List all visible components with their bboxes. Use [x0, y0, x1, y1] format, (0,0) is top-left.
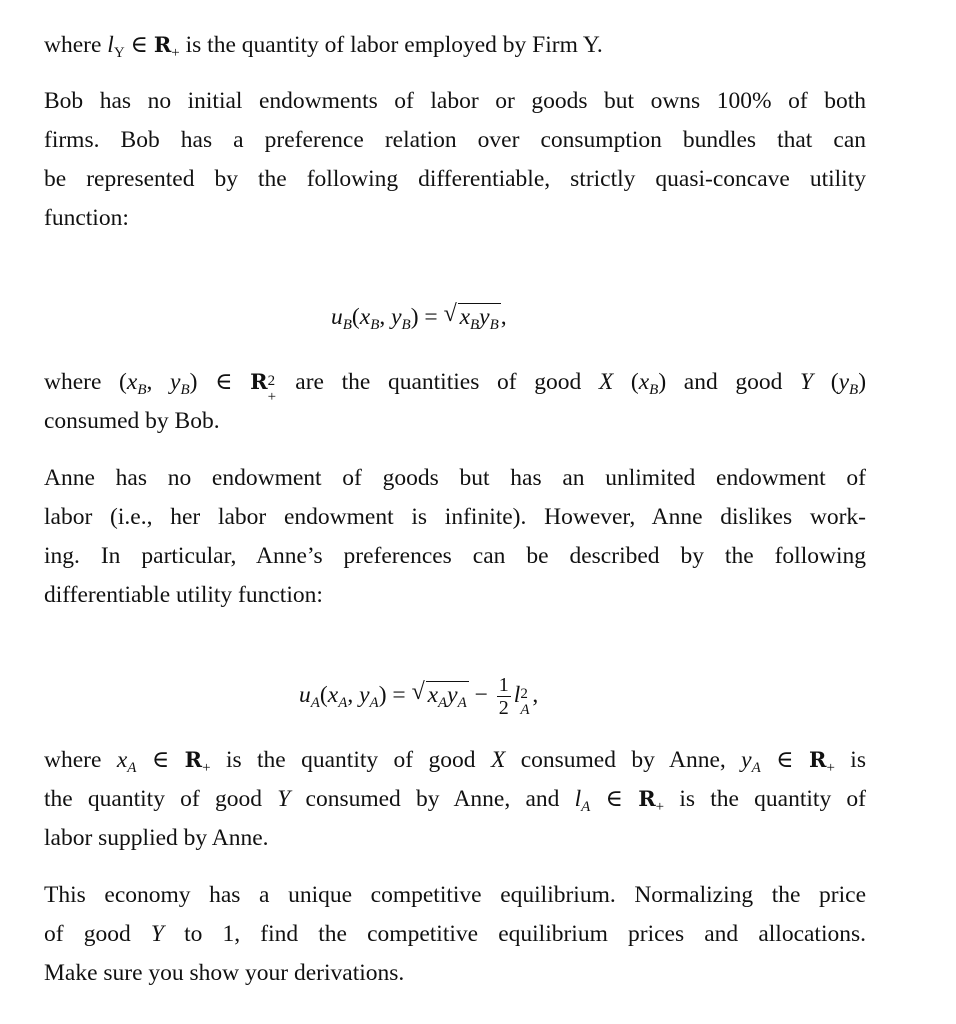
text-line-bob-2: firms. Bob has a preference relation over consumption bundles that can — [44, 127, 866, 153]
text-line-bob-3: be represented by the following differentiable, strictly quasi-concave utility — [44, 166, 866, 192]
text-line-bob-4: function: — [44, 205, 129, 231]
text-line-anne-goods-1: where $x_A$ ∈ $R_+$ is the quantity of good X consumed by Anne, $y_A$ ∈ $R_+$ is — [44, 747, 866, 776]
square-root: √ $x_By_B$ — [443, 301, 499, 333]
text-line-anne-goods-3: labor supplied by Anne. — [44, 825, 269, 851]
equation-anne-utility: $u_A(x_A$, $y_A$) = √ $x_Ay_A$ − $\frac{1}{2}$ l 2 A , — [299, 674, 539, 719]
equation-bob-utility: $u_B(x_B$, $y_B$) = √ $x_By_B$, — [331, 301, 507, 333]
text-line-bob-1: Bob has no initial endowments of labor or goods but owns 100% of both — [44, 88, 866, 114]
text-line-task-1: This economy has a unique competitive equilibrium. Normalizing the price — [44, 882, 866, 908]
text-line-consumed-by-bob: consumed by Bob. — [44, 408, 220, 434]
text-line-firm-y-labor: where $l_Y$ ∈ $R_+$ is the quantity of labor employed by Firm Y. — [44, 32, 603, 61]
text-line-task-2: of good Y to 1, find the competitive equilibrium prices and allocations. — [44, 921, 867, 947]
text-line-anne-2: labor (i.e., her labor endowment is infinite). However, Anne dislikes work- — [44, 504, 866, 530]
text-line-anne-4: differentiable utility function: — [44, 582, 323, 608]
square-root: √ $x_Ay_A$ — [411, 678, 467, 711]
text-line-anne-goods-2: the quantity of good Y consumed by Anne, and $l_A$ ∈ $R_+$ is the quantity of — [44, 786, 866, 815]
text-line-anne-3: ing. In particular, Anne’s preferences can be described by the following — [44, 543, 866, 569]
text-line-task-3: Make sure you show your derivations. — [44, 960, 405, 986]
text-line-bob-quantities: where ($x_B$, $y_B$) ∈ R 2 + are the quantities of good X $(x_B)$ and good Y $(y_B)$ — [44, 369, 867, 405]
fraction-one-half: $\frac{1}{2}$ — [498, 674, 509, 719]
text-line-anne-1: Anne has no endowment of goods but has an unlimited endowment of — [44, 465, 866, 491]
